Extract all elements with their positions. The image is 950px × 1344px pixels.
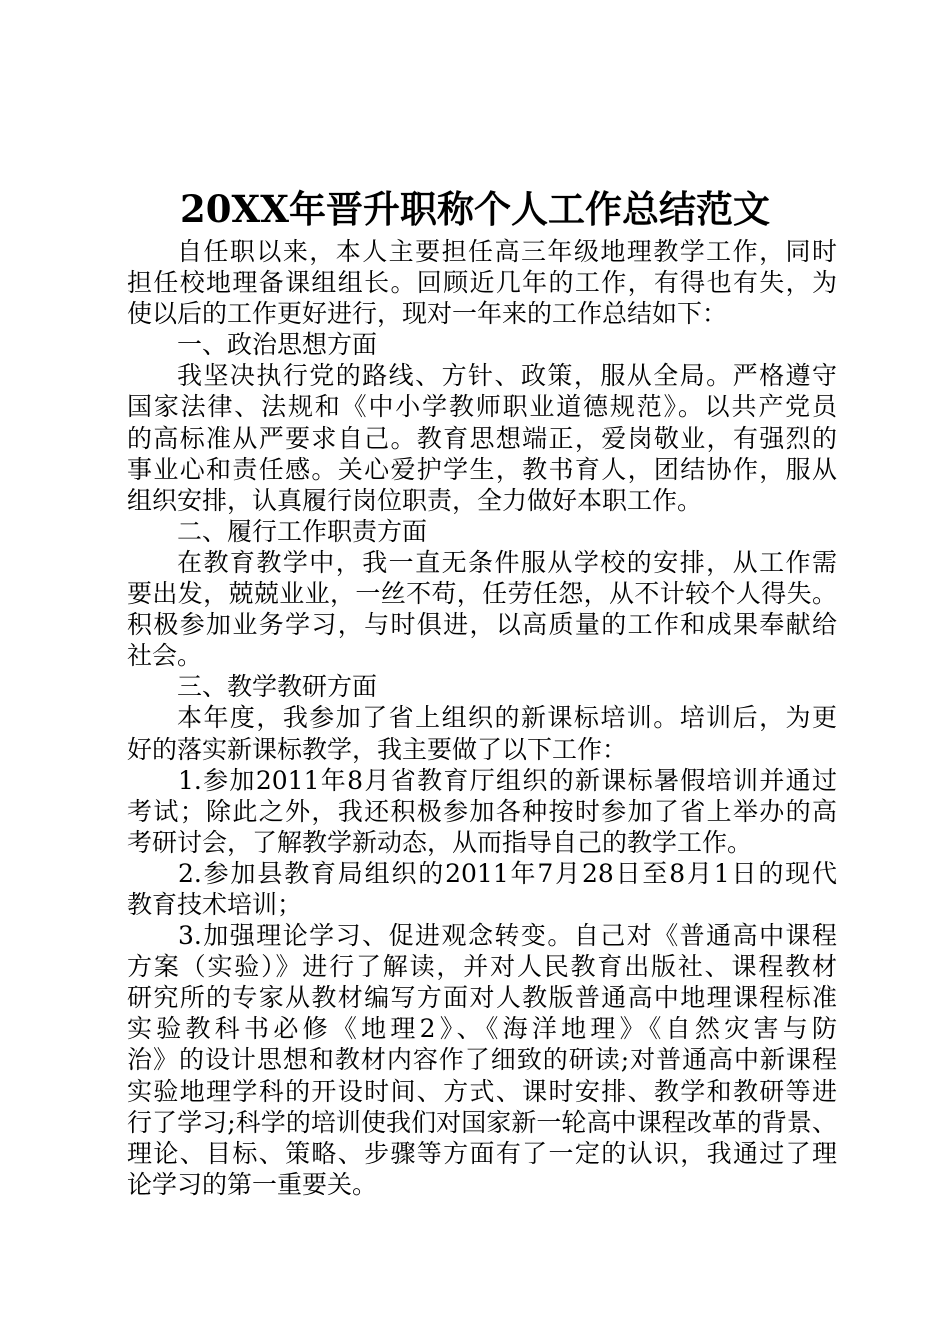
paragraph-line: 治》的设计思想和教材内容作了细致的研读;对普通高中新课程 [127,1045,837,1075]
paragraph-line: 方案（实验）》进行了解读，并对人民教育出版社、课程教材 [127,952,837,982]
list-item-line: 1.参加2011年8月省教育厅组织的新课标暑假培训并通过 [178,765,837,795]
list-item-line: 2.参加县教育局组织的2011年7月28日至8月1日的现代 [178,858,837,888]
paragraph-line: 事业心和责任感。关心爱护学生，教书育人，团结协作，服从 [127,454,837,484]
paragraph-line: 使以后的工作更好进行，现对一年来的工作总结如下： [127,299,728,329]
document-title: 20XX年晋升职称个人工作总结范文 [180,187,770,231]
paragraph-line: 论学习的第一重要关。 [127,1169,378,1199]
section-heading: 三、教学教研方面 [177,672,378,702]
paragraph-line: 考研讨会，了解教学新动态，从而指导自己的教学工作。 [127,827,753,857]
paragraph-line: 我坚决执行党的路线、方针、政策，服从全局。严格遵守 [177,361,837,391]
paragraph-line: 在教育教学中，我一直无条件服从学校的安排，从工作需 [177,547,837,577]
paragraph-line: 理论、目标、策略、步骤等方面有了一定的认识，我通过了理 [127,1138,837,1168]
paragraph-line: 担任校地理备课组组长。回顾近几年的工作，有得也有失，为 [127,268,837,298]
section-heading: 二、履行工作职责方面 [177,516,428,546]
paragraph-line: 好的落实新课标教学，我主要做了以下工作： [127,734,628,764]
paragraph-line: 自任职以来，本人主要担任高三年级地理教学工作，同时 [177,237,837,266]
paragraph-line: 实验教科书必修《地理2》、《海洋地理》《自然灾害与防 [127,1014,837,1044]
paragraph-line: 教育技术培训； [127,889,303,919]
paragraph-line: 积极参加业务学习，与时俱进，以高质量的工作和成果奉献给 [127,610,837,640]
paragraph-line: 国家法律、法规和《中小学教师职业道德规范》。以共产党员 [127,392,837,422]
paragraph-line: 本年度，我参加了省上组织的新课标培训。培训后，为更 [177,703,837,733]
list-item-line: 3.加强理论学习、促进观念转变。自己对《普通高中课程 [178,921,837,951]
paragraph-line: 研究所的专家从教材编写方面对人教版普通高中地理课程标准 [127,983,837,1013]
paragraph-line: 行了学习;科学的培训使我们对国家新一轮高中课程改革的背景、 [127,1107,837,1137]
paragraph-line: 组织安排，认真履行岗位职责，全力做好本职工作。 [127,485,703,515]
paragraph-line: 实验地理学科的开设时间、方式、课时安排、教学和教研等进 [127,1076,837,1106]
section-heading: 一、政治思想方面 [177,330,378,360]
paragraph-line: 的高标准从严要求自己。教育思想端正，爱岗敬业，有强烈的 [127,423,837,453]
paragraph-line: 考试；除此之外，我还积极参加各种按时参加了省上举办的高 [127,796,837,826]
paragraph-line: 社会。 [127,641,203,671]
paragraph-line: 要出发，兢兢业业，一丝不苟，任劳任怨，从不计较个人得失。 [127,579,837,609]
document-body [127,236,837,1200]
